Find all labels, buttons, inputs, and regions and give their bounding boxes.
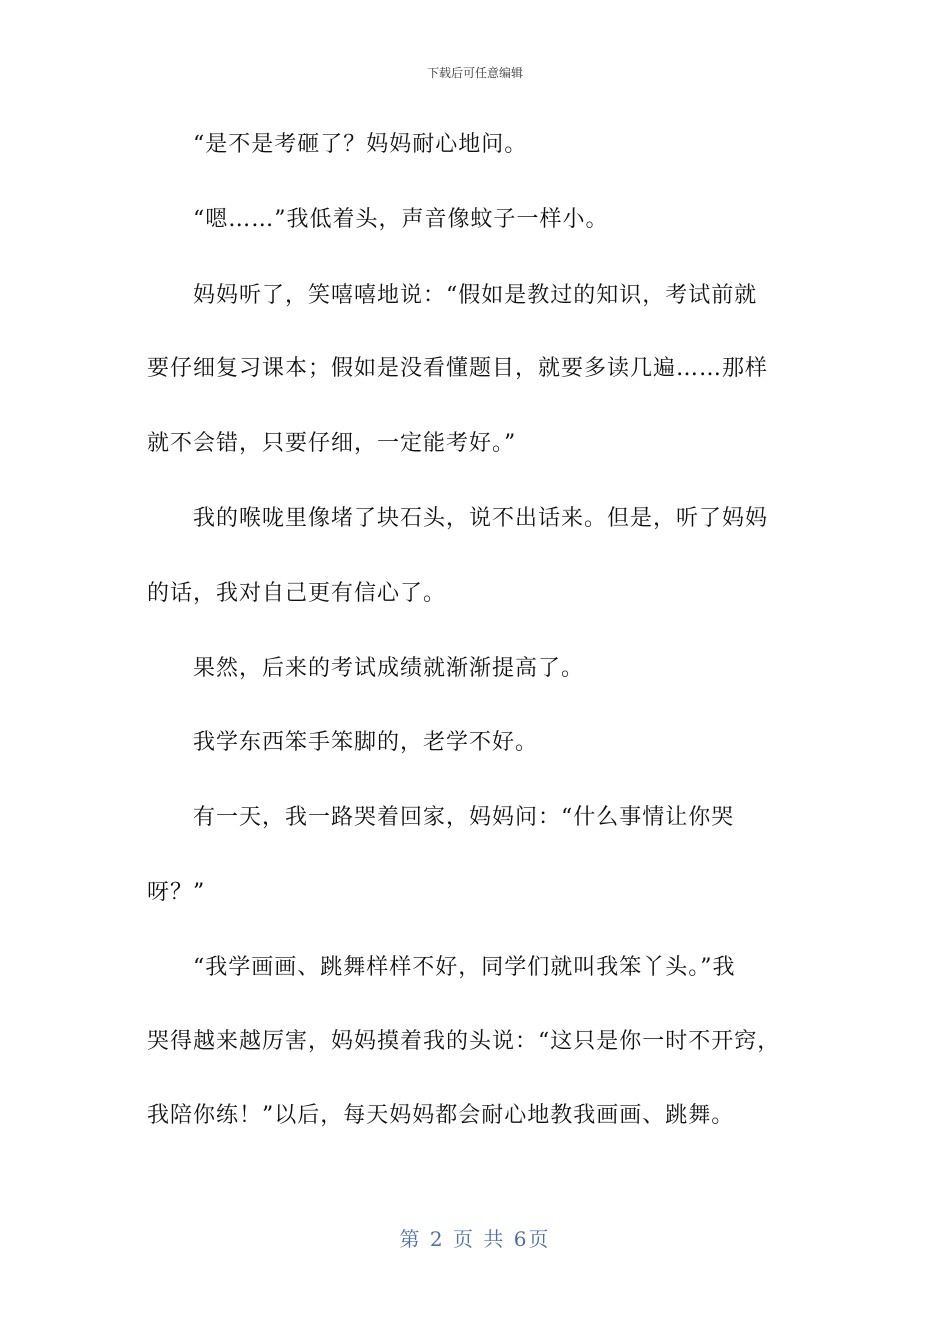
page-indicator: 第 2 页 共 6页 [399, 1227, 551, 1251]
text-line: “是不是考砸了？妈妈耐心地问。 [193, 132, 528, 157]
text-line: 我陪你练！”以后，每天妈妈都会耐心地教我画画、跳舞。 [147, 1103, 735, 1128]
text-line: 要仔细复习课本；假如是没看懂题目，就要多读几遍……那样 [147, 356, 769, 381]
text-line: 我学东西笨手笨脚的，老学不好。 [193, 730, 539, 755]
text-line: “嗯……”我低着头，声音像蚊子一样小。 [193, 207, 609, 232]
text-line: 有一天，我一路哭着回家，妈妈问：“什么事情让你哭 [193, 805, 735, 830]
text-line: “我学画画、跳舞样样不好，同学们就叫我笨丫头。”我 [193, 955, 736, 980]
text-line: 妈妈听了，笑嘻嘻地说：“假如是教过的知识，考试前就 [193, 283, 758, 308]
page-header: 下载后可任意编辑 [426, 66, 523, 80]
text-line: 果然，后来的考试成绩就渐渐提高了。 [193, 656, 585, 681]
text-line: 就不会错，只要仔细，一定能考好。” [147, 431, 517, 456]
text-line: 哭得越来越厉害，妈妈摸着我的头说：“这只是你一时不开窍， [147, 1029, 781, 1054]
text-line: 呀？” [147, 880, 206, 905]
text-line: 我的喉咙里像堵了块石头，说不出话来。但是，听了妈妈 [193, 506, 769, 531]
text-line: 的话，我对自己更有信心了。 [147, 581, 447, 606]
